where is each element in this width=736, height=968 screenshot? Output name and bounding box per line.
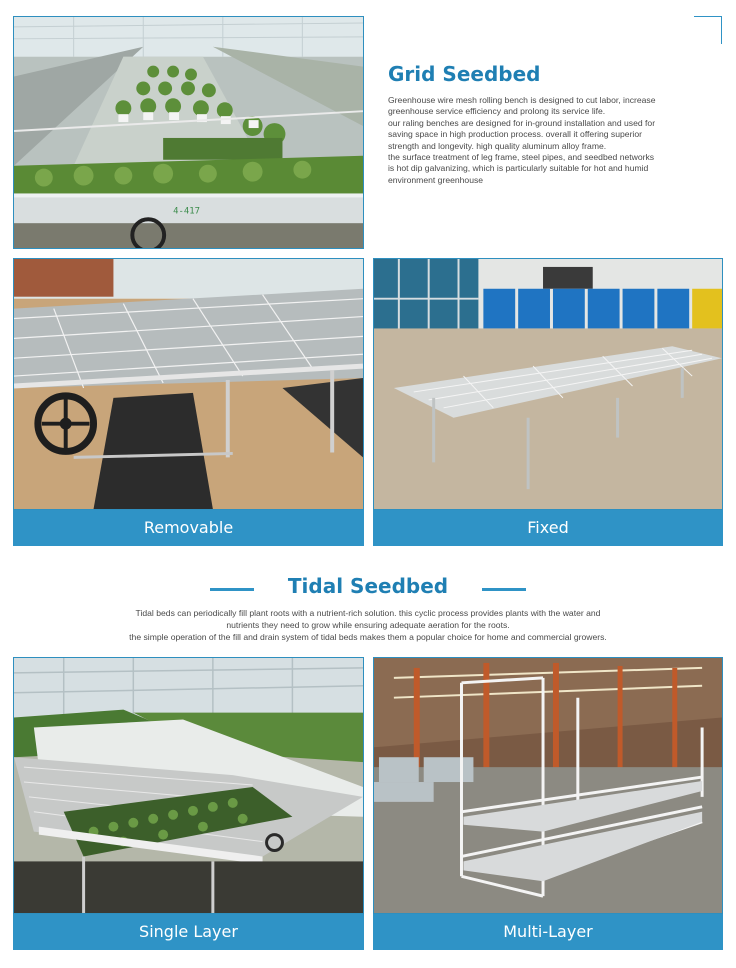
caption-single-layer: Single Layer xyxy=(13,914,364,950)
tidal-seedbed-description xyxy=(30,607,706,643)
tidal-desc-line: the simple operation of the fill and drain system of tidal beds makes them a popular choice for home and commercial growers. xyxy=(129,632,607,642)
caption-removable: Removable xyxy=(13,510,364,546)
grid-seedbed-title: Grid Seedbed xyxy=(388,62,541,86)
grid-desc-line: environment greenhouse xyxy=(388,174,484,185)
title-rule-right xyxy=(482,588,526,591)
multi-layer-photo xyxy=(373,657,723,914)
grid-seedbed-photo xyxy=(13,16,364,249)
grid-desc-line: saving space in high production process. overall it offering superior xyxy=(388,129,642,140)
single-layer-photo xyxy=(13,657,364,914)
grid-seedbed-description xyxy=(388,95,708,186)
grid-desc-line: is hot dip galvanizing, which is particularly suitable for hot and humid xyxy=(388,163,649,174)
caption-multi-layer: Multi-Layer xyxy=(373,914,723,950)
tidal-desc-line: Tidal beds can periodically fill plant roots with a nutrient-rich solution. this cyclic process provides plants with the water and xyxy=(135,608,601,618)
grid-desc-line: Greenhouse wire mesh rolling bench is designed to cut labor, increase xyxy=(388,95,656,105)
grid-desc-line: greenhouse service efficiency and prolong its service life. xyxy=(388,106,606,117)
removable-bench-photo xyxy=(13,258,364,510)
fixed-bench-photo xyxy=(373,258,723,510)
bench-number-label: 4-417 xyxy=(173,206,200,217)
tidal-seedbed-title: Tidal Seedbed xyxy=(287,574,449,598)
corner-decoration xyxy=(694,16,722,44)
grid-desc-line: strength and longevity. high quality aluminum alloy frame. xyxy=(388,140,607,151)
grid-desc-line: our raling benches are designed for in-ground installation and used for xyxy=(388,117,656,128)
grid-desc-line: the surface treatment of leg frame, steel pipes, and seedbed networks xyxy=(388,152,655,163)
tidal-desc-line: nutrients they need to grow while ensuring adequate aeration for the roots. xyxy=(226,620,510,630)
caption-fixed: Fixed xyxy=(373,510,723,546)
